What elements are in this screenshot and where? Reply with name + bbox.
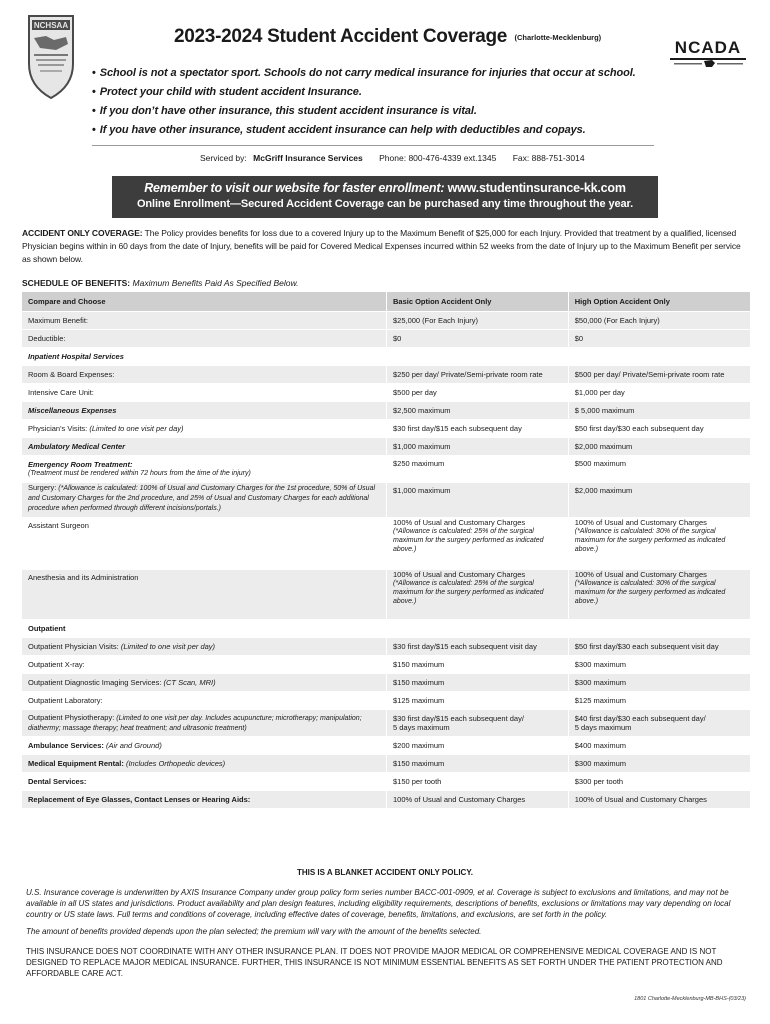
row-label: Replacement of Eye Glasses, Contact Lenses or Hearing Aids: xyxy=(22,791,386,809)
fax-number: Fax: 888-751-3014 xyxy=(512,153,585,163)
schedule-heading xyxy=(22,278,299,288)
row-label xyxy=(22,710,386,737)
high-value: $300 per tooth xyxy=(568,773,749,791)
serviced-by-line xyxy=(200,153,585,163)
high-value: $1,000 per day xyxy=(568,384,749,402)
row-label xyxy=(22,638,386,656)
table-row xyxy=(22,570,750,620)
basic-value: $200 maximum xyxy=(386,737,568,755)
high-value: $300 maximum xyxy=(568,656,749,674)
website-link[interactable]: www.studentinsurance-kk.com xyxy=(447,181,626,195)
basic-value: $1,000 maximum xyxy=(386,438,568,456)
high-value-note: (*Allowance is calculated: 30% of the surgical maximum for the surgery performed as indicated above.) xyxy=(574,528,726,553)
basic-value xyxy=(386,570,568,620)
basic-value: $1,000 maximum xyxy=(386,483,568,518)
high-value xyxy=(568,518,749,570)
section-header-row xyxy=(22,348,750,366)
row-label: Outpatient Laboratory: xyxy=(22,692,386,710)
blanket-policy-notice: THIS IS A BLANKET ACCIDENT ONLY POLICY. xyxy=(296,868,473,877)
coverage-paragraph xyxy=(22,227,750,266)
high-value: $300 maximum xyxy=(568,755,749,773)
high-value: $500 per day/ Private/Semi-private room rate xyxy=(568,366,749,384)
high-value xyxy=(568,570,749,620)
table-row xyxy=(22,674,750,692)
row-label-note: (Limited to one visit per day) xyxy=(118,642,216,651)
table-row xyxy=(22,384,750,402)
row-label-text: Emergency Room Treatment: xyxy=(28,460,133,469)
phone-number: Phone: 800-476-4339 ext.1345 xyxy=(379,153,497,163)
high-value: $500 maximum xyxy=(568,456,749,483)
intro-bullets xyxy=(92,64,652,140)
form-code: 1801 Charlotte-Mecklenburg-MB-BHS-(03/23) xyxy=(634,996,746,1002)
coverage-text: The Policy provides benefits for loss due to a covered Injury up to the Maximum Benefit of $25,000 for each Injury. Provided that treatment by a qualified, licensed Physician begins within in 60 days from the date of Injury, benefits will be paid for Covered Medical Expenses incurred within 52 weeks from the date of Injury up to the Maximum Benefit per service as shown below. xyxy=(22,228,741,264)
row-label: Deductible: xyxy=(22,330,386,348)
row-label-text: Physician's Visits: xyxy=(28,424,88,433)
table-row xyxy=(22,638,750,656)
high-value: $50 first day/$30 each subsequent visit day xyxy=(568,638,749,656)
header-divider xyxy=(92,145,654,146)
row-label xyxy=(22,755,386,773)
bullet-item: • Protect your child with student accident Insurance. xyxy=(92,83,652,102)
bullet-item: • If you have other insurance, student accident insurance can help with deductibles and copays. xyxy=(92,121,652,140)
enrollment-banner xyxy=(112,176,658,218)
table-row xyxy=(22,420,750,438)
table-row xyxy=(22,483,750,518)
row-label-text: Outpatient Diagnostic Imaging Services: xyxy=(28,678,162,687)
banner-line-2: Online Enrollment—Secured Accident Coverage can be purchased any time throughout the year. xyxy=(136,198,634,210)
title-region: (Charlotte-Mecklenburg) xyxy=(514,33,602,42)
bullet-item: • If you don’t have other insurance, this student accident insurance is vital. xyxy=(92,102,652,121)
row-label: Outpatient X-ray: xyxy=(22,656,386,674)
table-row xyxy=(22,755,750,773)
basic-value-sub: 5 days maximum xyxy=(392,723,450,732)
table-row xyxy=(22,791,750,809)
table-row xyxy=(22,456,750,483)
row-label-text: Surgery: xyxy=(28,483,57,492)
row-label: Ambulatory Medical Center xyxy=(22,438,386,456)
ncada-logo xyxy=(668,36,748,76)
row-label: Dental Services: xyxy=(22,773,386,791)
title-row xyxy=(174,26,674,48)
basic-value-note: (*Allowance is calculated: 25% of the surgical maximum for the surgery performed as indicated above.) xyxy=(392,528,544,553)
row-label: Intensive Care Unit: xyxy=(22,384,386,402)
table-row xyxy=(22,402,750,420)
high-value: $2,000 maximum xyxy=(568,483,749,518)
serviced-label: Serviced by: xyxy=(200,153,247,163)
schedule-text: Maximum Benefits Paid As Specified Below. xyxy=(130,278,299,288)
benefits-table xyxy=(22,292,750,809)
basic-value: $150 per tooth xyxy=(386,773,568,791)
row-label-note: (CT Scan, MRI) xyxy=(161,678,216,687)
high-value: $50 first day/$30 each subsequent day xyxy=(568,420,749,438)
basic-value: $25,000 (For Each Injury) xyxy=(386,312,568,330)
page-title: 2023-2024 Student Accident Coverage xyxy=(174,26,508,47)
basic-value: $500 per day xyxy=(386,384,568,402)
high-value: $400 maximum xyxy=(568,737,749,755)
benefits-disclaimer: The amount of benefits provided depends upon the plan selected; the premium will vary with the amount of the benefits selected. xyxy=(26,927,482,936)
table-row xyxy=(22,518,750,570)
high-value xyxy=(568,710,749,737)
row-label-note: (Air and Ground) xyxy=(103,741,162,750)
basic-value-note: (*Allowance is calculated: 25% of the surgical maximum for the surgery performed as indicated above.) xyxy=(392,580,544,605)
coverage-label: ACCIDENT ONLY COVERAGE: xyxy=(22,228,143,238)
basic-value xyxy=(386,518,568,570)
row-label: Maximum Benefit: xyxy=(22,312,386,330)
banner-line-1 xyxy=(112,181,658,195)
row-label xyxy=(22,483,386,518)
table-row xyxy=(22,737,750,755)
row-label xyxy=(22,456,386,483)
table-row xyxy=(22,330,750,348)
row-label xyxy=(22,420,386,438)
basic-value: $0 xyxy=(386,330,568,348)
basic-value: $250 per day/ Private/Semi-private room rate xyxy=(386,366,568,384)
row-label: Room & Board Expenses: xyxy=(22,366,386,384)
row-label: Assistant Surgeon xyxy=(22,518,386,570)
table-header-row xyxy=(22,292,750,312)
high-value-main: 100% of Usual and Customary Charges xyxy=(574,570,707,579)
row-label-note: (Includes Orthopedic devices) xyxy=(123,759,226,768)
basic-value: $250 maximum xyxy=(386,456,568,483)
row-label-text: Medical Equipment Rental: xyxy=(28,759,124,768)
row-label-note: (Treatment must be rendered within 72 hours from the time of the injury) xyxy=(28,470,251,477)
row-label-text: Outpatient Physiotherapy: xyxy=(28,713,115,722)
row-label-text: Ambulance Services: xyxy=(28,741,104,750)
basic-value-main: 100% of Usual and Customary Charges xyxy=(392,570,526,579)
basic-value: $150 maximum xyxy=(386,656,568,674)
basic-value-main: 100% of Usual and Customary Charges xyxy=(392,518,526,527)
row-label: Anesthesia and its Administration xyxy=(22,570,386,620)
basic-value: $2,500 maximum xyxy=(386,402,568,420)
bullet-item: • School is not a spectator sport. Schools do not carry medical insurance for injuries that occur at school. xyxy=(92,64,652,83)
table-row xyxy=(22,312,750,330)
high-value: $50,000 (For Each Injury) xyxy=(568,312,749,330)
basic-value-main: $30 first day/$15 each subsequent day/ xyxy=(392,714,524,723)
basic-value: $125 maximum xyxy=(386,692,568,710)
table-row xyxy=(22,710,750,737)
basic-value xyxy=(386,710,568,737)
high-value: $125 maximum xyxy=(568,692,749,710)
row-label xyxy=(22,737,386,755)
section-outpatient: Outpatient xyxy=(22,620,750,638)
table-row xyxy=(22,692,750,710)
row-label-note: (*Allowance is calculated: 100% of Usual and Customary Charges for the 1st procedure, 50% of Usual and Customary Charges for the 2nd procedure, and 25% of Usual and Customary Charges for each additional procedure when performed through different incisions/portals.) xyxy=(28,485,376,512)
section-header-row xyxy=(22,620,750,638)
high-value: $300 maximum xyxy=(568,674,749,692)
table-row xyxy=(22,366,750,384)
section-inpatient: Inpatient Hospital Services xyxy=(22,348,750,366)
ncada-logo-text: NCADA xyxy=(674,38,742,57)
table-row xyxy=(22,656,750,674)
row-label: Miscellaneous Expenses xyxy=(22,402,386,420)
row-label-note: (Limited to one visit per day. Includes acupuncture; microtherapy; manipulation; diathermy; massage therapy; heat treatment; and ultrasonic treatment) xyxy=(28,715,362,732)
high-value: $0 xyxy=(568,330,749,348)
high-value-main: 100% of Usual and Customary Charges xyxy=(574,518,707,527)
high-value: $2,000 maximum xyxy=(568,438,749,456)
schedule-label: SCHEDULE OF BENEFITS: xyxy=(22,278,131,288)
agency-name: McGriff Insurance Services xyxy=(253,153,363,163)
header-cell: Compare and Choose xyxy=(22,292,386,312)
basic-value: $30 first day/$15 each subsequent day xyxy=(386,420,568,438)
banner-text: Remember to visit our website for faster enrollment: xyxy=(144,181,448,195)
high-value: $ 5,000 maximum xyxy=(568,402,749,420)
basic-value: 100% of Usual and Customary Charges xyxy=(386,791,568,809)
nchsaa-shield-logo xyxy=(26,14,76,100)
row-label xyxy=(22,674,386,692)
basic-value: $150 maximum xyxy=(386,755,568,773)
high-value-sub: 5 days maximum xyxy=(574,723,632,732)
underwriting-disclaimer: U.S. Insurance coverage is underwritten by AXIS Insurance Company under group policy form series number BACC-001-0909, et al. Coverage is subject to exclusions and limitations, and may not be available in all US states and jurisdictions. Product availability and plan design features, including eligibility requirements, descriptions of benefits, exclusions or limitations may vary depending on local country or US state laws. Full terms and conditions of coverage, including effective dates of coverage, benefits, limitations, and exclusions, are set forth in the policy. xyxy=(26,888,731,919)
header-cell: Basic Option Accident Only xyxy=(386,292,568,312)
table-row xyxy=(22,773,750,791)
table-row xyxy=(22,438,750,456)
row-label-text: Outpatient Physician Visits: xyxy=(28,642,119,651)
nchsaa-logo-text: NCHSAA xyxy=(33,21,69,30)
coordination-disclaimer: THIS INSURANCE DOES NOT COORDINATE WITH ANY OTHER INSURANCE PLAN. IT DOES NOT PROVIDE MAJOR MEDICAL OR COMPREHENSIVE MEDICAL COVERAGE AND IS NOT DESIGNED TO REPLACE MAJOR MEDICAL INSURANCE. FURTHER, THIS INSURANCE IS NOT MINIMUM ESSENTIAL BENEFITS AS SET FORTH UNDER THE PATIENT PROTECTION AND AFFORDABLE CARE ACT. xyxy=(26,947,723,978)
basic-value: $30 first day/$15 each subsequent visit day xyxy=(386,638,568,656)
header-cell: High Option Accident Only xyxy=(568,292,749,312)
high-value-main: $40 first day/$30 each subsequent day/ xyxy=(574,714,706,723)
high-value-note: (*Allowance is calculated: 30% of the surgical maximum for the surgery performed as indicated above.) xyxy=(574,580,726,605)
high-value: 100% of Usual and Customary Charges xyxy=(568,791,749,809)
basic-value: $150 maximum xyxy=(386,674,568,692)
row-label-note: (Limited to one visit per day) xyxy=(87,424,184,433)
